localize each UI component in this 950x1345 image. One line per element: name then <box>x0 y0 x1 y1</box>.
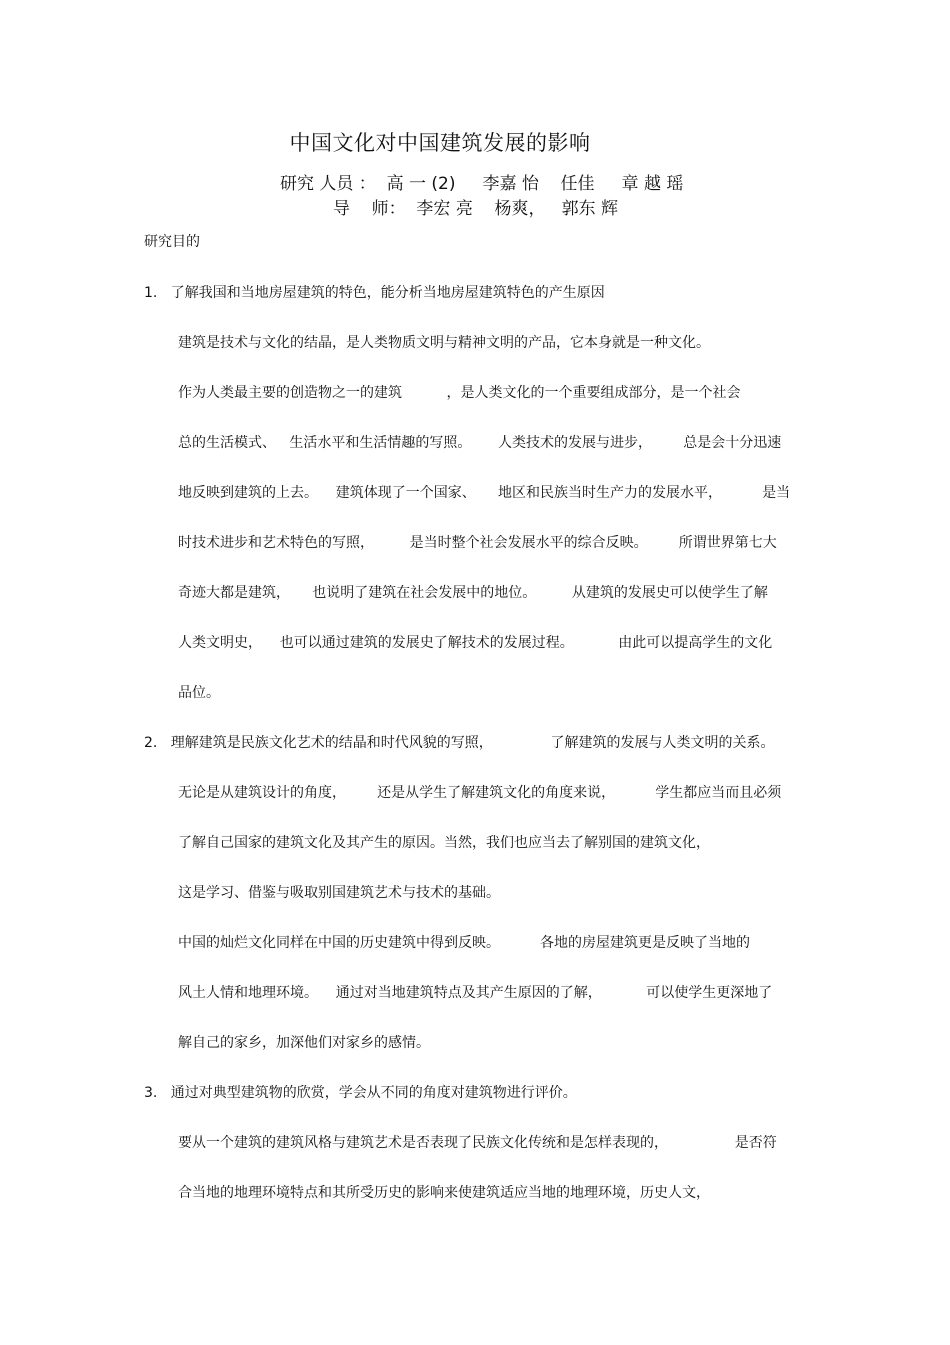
paragraph-line: 地反映到建筑的上去。 建筑体现了一个国家、 地区和民族当时生产力的发展水平， 是当 <box>178 485 791 501</box>
paragraph-line: 时技术进步和艺术特色的写照， 是当时整个社会发展水平的综合反映。 所谓世界第七大 <box>178 535 777 551</box>
authors-line: 研究 人员 ： 高 一 (2) 李嘉 怡 任佳 章 越 瑶 <box>280 174 684 194</box>
paragraph-line: 解自己的家乡，加深他们对家乡的感情。 <box>178 1035 430 1051</box>
paragraph-line: 风土人情和地理环境。 通过对当地建筑特点及其产生原因的了解， 可以使学生更深地了 <box>178 985 773 1001</box>
paragraph-line: 品位。 <box>178 685 220 701</box>
item-heading-3: 3. 通过对典型建筑物的欣赏，学会从不同的角度对建筑物进行评价。 <box>144 1085 577 1101</box>
document-title: 中国文化对中国建筑发展的影响 <box>289 131 591 155</box>
paragraph-line: 奇迹大都是建筑， 也说明了建筑在社会发展中的地位。 从建筑的发展史可以使学生了解 <box>178 585 768 601</box>
item-heading-2: 2. 理解建筑是民族文化艺术的结晶和时代风貌的写照， 了解建筑的发展与人类文明的关系。 <box>144 735 775 751</box>
paragraph-line: 要从一个建筑的建筑风格与建筑艺术是否表现了民族文化传统和是怎样表现的， 是否符 <box>178 1135 777 1151</box>
paragraph-line: 无论是从建筑设计的角度， 还是从学生了解建筑文化的角度来说， 学生都应当而且必须 <box>178 785 782 801</box>
advisors-line: 导 师： 李宏 亮 杨爽， 郭东 辉 <box>333 199 619 219</box>
paragraph-line: 中国的灿烂文化同样在中国的历史建筑中得到反映。 各地的房屋建筑更是反映了当地的 <box>178 935 751 951</box>
item-heading-1: 1. 了解我国和当地房屋建筑的特色，能分析当地房屋建筑特色的产生原因 <box>144 285 605 301</box>
paragraph-line: 人类文明史， 也可以通过建筑的发展史了解技术的发展过程。 由此可以提高学生的文化 <box>178 635 773 651</box>
paragraph-line: 总的生活模式、 生活水平和生活情趣的写照。 人类技术的发展与进步， 总是会十分迅速 <box>178 435 782 451</box>
paragraph-line: 作为人类最主要的创造物之一的建筑 ，是人类文化的一个重要组成部分，是一个社会 <box>178 385 741 401</box>
paragraph-line: 合当地的地理环境特点和其所受历史的影响来使建筑适应当地的地理环境，历史人文， <box>178 1185 710 1201</box>
section-heading: 研究目的 <box>144 234 200 250</box>
paragraph-line: 建筑是技术与文化的结晶，是人类物质文明与精神文明的产品，它本身就是一种文化。 <box>178 335 710 351</box>
paragraph-line: 这是学习、借鉴与吸取别国建筑艺术与技术的基础。 <box>178 885 500 901</box>
paragraph-line: 了解自己国家的建筑文化及其产生的原因。当然，我们也应当去了解别国的建筑文化， <box>178 835 710 851</box>
